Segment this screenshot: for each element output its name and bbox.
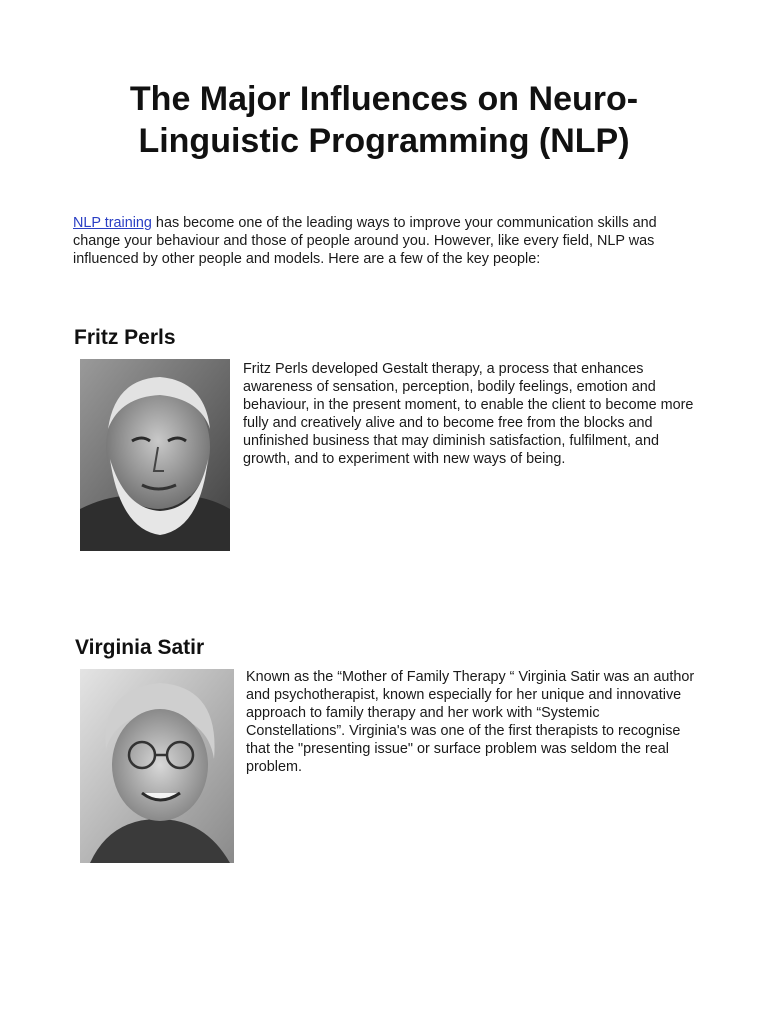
virginia-satir-photo: [80, 669, 234, 863]
section-heading-virginia-satir: Virginia Satir: [75, 636, 205, 659]
intro-paragraph: [73, 214, 703, 268]
virginia-satir-bio: Known as the “Mother of Family Therapy “ Virginia Satir was an author and psychotherapist, known especially for her unique and innovative approach to family therapy and her work with “Systemic Constellations”. Virginia's was one of the first therapists to recognise that the "presenting issue" or surface problem was seldom the real problem.: [246, 669, 695, 775]
portrait-photo-icon: [80, 359, 230, 551]
page-title: The Major Influences on Neuro-Linguistic Programming (NLP): [129, 80, 639, 160]
fritz-perls-photo: [80, 359, 230, 551]
fritz-perls-bio: Fritz Perls developed Gestalt therapy, a process that enhances awareness of sensation, perception, bodily feelings, emotion and behaviour, in the present moment, to enable the client to become more fully and creatively alive and to become free from the blocks and unfinished business that may diminish satisfaction, fulfilment, and growth, and to experiment with new ways of being.: [243, 361, 694, 467]
intro-text: has become one of the leading ways to improve your communication skills and change your behaviour and those of people around you. However, like every field, NLP was influenced by other people and models. Here are a few of the key people:: [73, 215, 657, 267]
portrait-photo-icon: [80, 669, 234, 863]
nlp-training-link[interactable]: NLP training: [73, 215, 152, 231]
section-heading-fritz-perls: Fritz Perls: [74, 326, 176, 349]
